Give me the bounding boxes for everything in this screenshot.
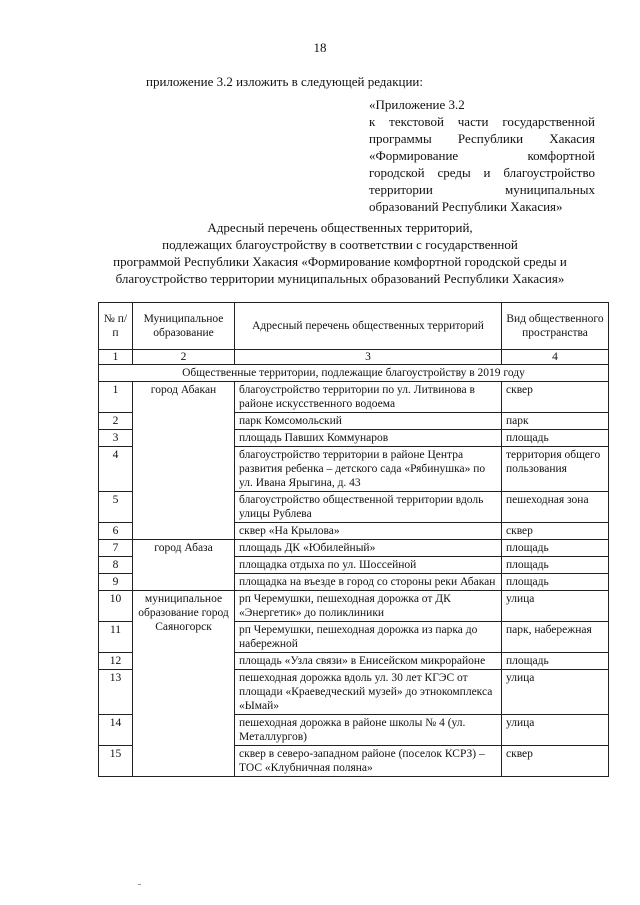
header-type: Вид общественного пространства xyxy=(502,303,609,350)
appendix-line: к текстовой части государственной xyxy=(369,114,595,129)
column-index: 4 xyxy=(502,350,609,365)
document-title xyxy=(80,219,600,287)
row-number: 4 xyxy=(99,447,133,492)
space-type-cell: улица xyxy=(502,670,609,715)
table-row xyxy=(99,540,609,557)
space-type-cell: площадь xyxy=(502,557,609,574)
municipality-cell: муниципальное образование город Саяногорск xyxy=(133,591,235,777)
row-number: 9 xyxy=(99,574,133,591)
space-type-cell: сквер xyxy=(502,382,609,413)
space-type-cell: парк, набережная xyxy=(502,622,609,653)
row-number: 7 xyxy=(99,540,133,557)
row-number: 2 xyxy=(99,413,133,430)
space-type-cell: пешеходная зона xyxy=(502,492,609,523)
address-cell: площадь ДК «Юбилейный» xyxy=(235,540,502,557)
row-number: 15 xyxy=(99,746,133,777)
address-cell: рп Черемушки, пешеходная дорожка от ДК «Энергетик» до поликлиники xyxy=(235,591,502,622)
address-cell: благоустройство территории в районе Центра развития ребенка – детского сада «Рябинушка» по ул. Ивана Ярыгина, д. 43 xyxy=(235,447,502,492)
scan-mark xyxy=(138,884,141,885)
table-row xyxy=(99,382,609,413)
appendix-line: «Формирование комфортной xyxy=(369,148,595,163)
address-cell: благоустройство общественной территории вдоль улицы Рублева xyxy=(235,492,502,523)
address-cell: площадь Павших Коммунаров xyxy=(235,430,502,447)
title-line: благоустройство территории муниципальных образований Республики Хакасия» xyxy=(115,271,565,286)
appendix-line: территории муниципальных xyxy=(369,182,595,197)
title-line: программой Республики Хакасия «Формирование комфортной городской среды и xyxy=(113,254,567,269)
appendix-line: городской среды и благоустройство xyxy=(369,165,595,180)
header-num: № п/п xyxy=(99,303,133,350)
row-number: 14 xyxy=(99,715,133,746)
appendix-line: «Приложение 3.2 xyxy=(369,97,465,112)
row-number: 12 xyxy=(99,653,133,670)
municipality-cell: город Абаза xyxy=(133,540,235,591)
space-type-cell: площадь xyxy=(502,540,609,557)
title-line: Адресный перечень общественных территорий, xyxy=(207,220,473,235)
intro-text: приложение 3.2 изложить в следующей редакции: xyxy=(146,74,423,89)
header-municipality: Муниципальное образование xyxy=(133,303,235,350)
header-address: Адресный перечень общественных территорий xyxy=(235,303,502,350)
address-table xyxy=(98,302,609,777)
address-cell: сквер «На Крылова» xyxy=(235,523,502,540)
row-number: 11 xyxy=(99,622,133,653)
title-line: подлежащих благоустройству в соответствии с государственной xyxy=(162,237,518,252)
address-cell: сквер в северо-западном районе (поселок КСРЗ) – ТОС «Клубничная поляна» xyxy=(235,746,502,777)
appendix-line: программы Республики Хакасия xyxy=(369,131,595,146)
row-number: 10 xyxy=(99,591,133,622)
space-type-cell: площадь xyxy=(502,430,609,447)
address-cell: благоустройство территории по ул. Литвинова в районе искусственного водоема xyxy=(235,382,502,413)
address-cell: рп Черемушки, пешеходная дорожка из парка до набережной xyxy=(235,622,502,653)
row-number: 3 xyxy=(99,430,133,447)
space-type-cell: площадь xyxy=(502,574,609,591)
row-number: 8 xyxy=(99,557,133,574)
space-type-cell: улица xyxy=(502,715,609,746)
space-type-cell: парк xyxy=(502,413,609,430)
column-index: 1 xyxy=(99,350,133,365)
space-type-cell: сквер xyxy=(502,746,609,777)
space-type-cell: территория общего пользования xyxy=(502,447,609,492)
address-cell: пешеходная дорожка вдоль ул. 30 лет КГЭС от площади «Краеведческий музей» до этнокомплекса «Ымай» xyxy=(235,670,502,715)
municipality-cell: город Абакан xyxy=(133,382,235,540)
column-index: 2 xyxy=(133,350,235,365)
address-cell: пешеходная дорожка в районе школы № 4 (ул. Металлургов) xyxy=(235,715,502,746)
column-index-row xyxy=(99,350,609,365)
appendix-reference xyxy=(369,96,595,215)
appendix-line: образований Республики Хакасия» xyxy=(369,199,563,214)
space-type-cell: улица xyxy=(502,591,609,622)
address-cell: площадка отдыха по ул. Шоссейной xyxy=(235,557,502,574)
row-number: 13 xyxy=(99,670,133,715)
table-body xyxy=(99,382,609,777)
row-number: 5 xyxy=(99,492,133,523)
address-cell: парк Комсомольский xyxy=(235,413,502,430)
column-index: 3 xyxy=(235,350,502,365)
space-type-cell: площадь xyxy=(502,653,609,670)
row-number: 1 xyxy=(99,382,133,413)
page-number: 18 xyxy=(313,40,327,55)
table-header-row xyxy=(99,303,609,350)
section-title: Общественные территории, подлежащие благоустройству в 2019 году xyxy=(99,365,609,382)
space-type-cell: сквер xyxy=(502,523,609,540)
section-row xyxy=(99,365,609,382)
table-row xyxy=(99,591,609,622)
address-cell: площадь «Узла связи» в Енисейском микрорайоне xyxy=(235,653,502,670)
address-cell: площадка на въезде в город со стороны реки Абакан xyxy=(235,574,502,591)
row-number: 6 xyxy=(99,523,133,540)
